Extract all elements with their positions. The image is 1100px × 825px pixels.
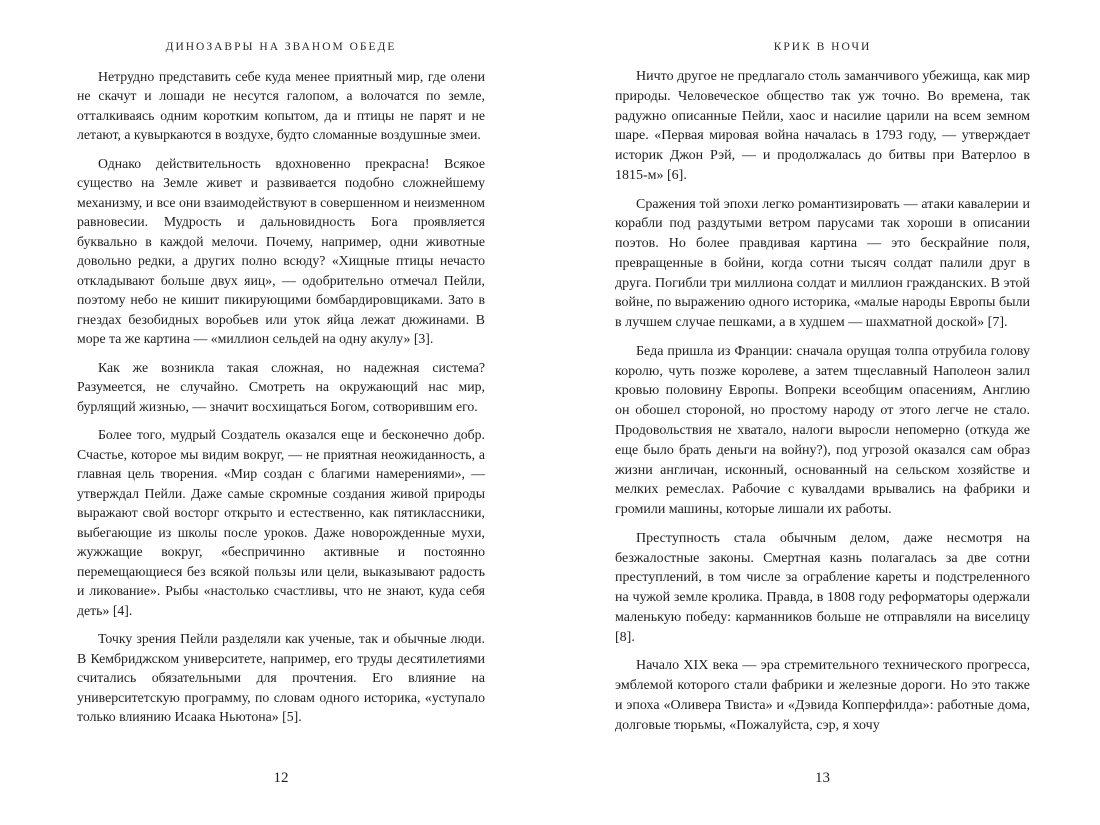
paragraph: Преступность стала обычным делом, даже несмотря на безжалостные законы. Смертная казнь полагалась за две сотни преступлений, в том числе за ограбление кареты и подстреленного на чужой земле кролика. Правда, в 1808 году реформаторы одержали маленькую победу: карманников больше не отправляли на виселицу [8]. (615, 530, 1030, 645)
right-page (615, 0, 1030, 825)
page-number-right: 13 (815, 770, 830, 786)
paragraph: Нетрудно представить себе куда менее приятный мир, где олени не скачут и лошади не несутся галопом, а волочатся по земле, отталкиваясь одним коротким копытом, да и птицы не парят и не летают, а кувыркаются в воздухе, будто сломанные воздушные змеи. (77, 69, 485, 143)
paragraph: Ничто другое не предлагало столь заманчивого убежища, как мир природы. Человеческое общество так уж точно. Во времена, так радужно описанные Пейли, хаос и насилие царили на всем земном шаре. «Первая мировая война началась в 1793 году, — утверждает историк Джон Рэй, — и продолжалась до битвы при Ватерлоо в 1815-м» [6]. (615, 69, 1030, 183)
right-page-body (615, 67, 1030, 745)
left-page (77, 0, 485, 825)
running-head-left: ДИНОЗАВРЫ НА ЗВАНОМ ОБЕДЕ (165, 41, 397, 53)
paragraph: Начало XIX века — эра стремительного технического прогресса, эмблемой которого стали фабрики и железные дороги. Но это также и эпоха «Оливера Твиста» и «Дэвида Копперфилда»: работные дома, долговые тюрьмы, «Пожалуйста, сэр, я хочу (615, 658, 1030, 733)
page-number-left: 12 (273, 770, 289, 786)
paragraph: Более того, мудрый Создатель оказался еще и бесконечно добр. Счастье, которое мы видим вокруг, — не приятная неожиданность, а главная цель творения. «Мир создан с благими намерениями», — утверждал Пейли. Даже самые скромные создания живой природы выражают свой восторг открыто и естественно, как пятиклассники, выбегающие из школы после уроков. Даже новорожденные мухи, жужжащие вокруг, «беспричинно активные и постоянно перемещающиеся без всякой пользы или цели, выказывают радость и ликование». Рыбы «настолько счастливы, что не знают, куда себя деть» [4]. (77, 427, 485, 618)
paragraph: Сражения той эпохи легко романтизировать — атаки кавалерии и корабли под раздутыми ветром парусами так хороши в описании поэтов. Но более правдивая картина — это бескрайние поля, превращенные в бойни, когда сотни тысяч солдат палили друг в друга. Погибли три миллиона солдат и миллион гражданских. В этой войне, по выражению одного историка, «малые народы Европы были в лучшем случае пешками, а в худшем — шахматной доской» [7]. (615, 196, 1030, 331)
paragraph: Беда пришла из Франции: сначала орущая толпа отрубила голову королю, чуть позже королеве, а затем тщеславный Наполеон залил кровью половину Европы. Вопреки всеобщим опасениям, Англию он обошел стороной, но простому народу от этого легче не стало. Продовольствия не хватало, налоги выросли непомерно (откуда же еще было брать деньги на войну?), под угрозой оказался сам образ жизни англичан, исконный, основанный на сельском хозяйстве и мелких ремеслах. Рабочие с кувалдами врывались на фабрики и громили машины, которые лишали их работы. (615, 343, 1030, 518)
paragraph: Как же возникла такая сложная, но надежная система? Разумеется, не случайно. Смотреть на окружающий нас мир, бурлящий жизнью, — значит восхищаться Богом, сотворившим его. (77, 359, 485, 414)
running-head-right: КРИК В НОЧИ (773, 41, 872, 53)
left-page-body (77, 67, 485, 736)
paragraph: Однако действительность вдохновенно прекрасна! Всякое существо на Земле живет и развивается подобно сложнейшему механизму, и все они взаимодействуют в совершенном и неизменном равновесии. Мудрость и дальновидность Бога проявляется буквально в каждой мелочи. Почему, например, одни животные довольно редки, а других полно всюду? «Хищные птицы нечасто откладывают больше двух яиц», — одобрительно отмечал Пейли, поэтому небо не кишит пикирующими бомбардировщиками. Зато в гнездах безобидных воробьев или уток яйца лежат дюжинами. В море та же картина — «миллион сельдей на одну акулу» [3]. (77, 155, 485, 347)
paragraph: Точку зрения Пейли разделяли как ученые, так и обычные люди. В Кембриджском университете, например, его труды десятилетиями считались обязательными для прочтения. Его влияние на университетскую программу, по словам одного историка, «уступало только влиянию Исаака Ньютона» [5]. (77, 631, 485, 725)
